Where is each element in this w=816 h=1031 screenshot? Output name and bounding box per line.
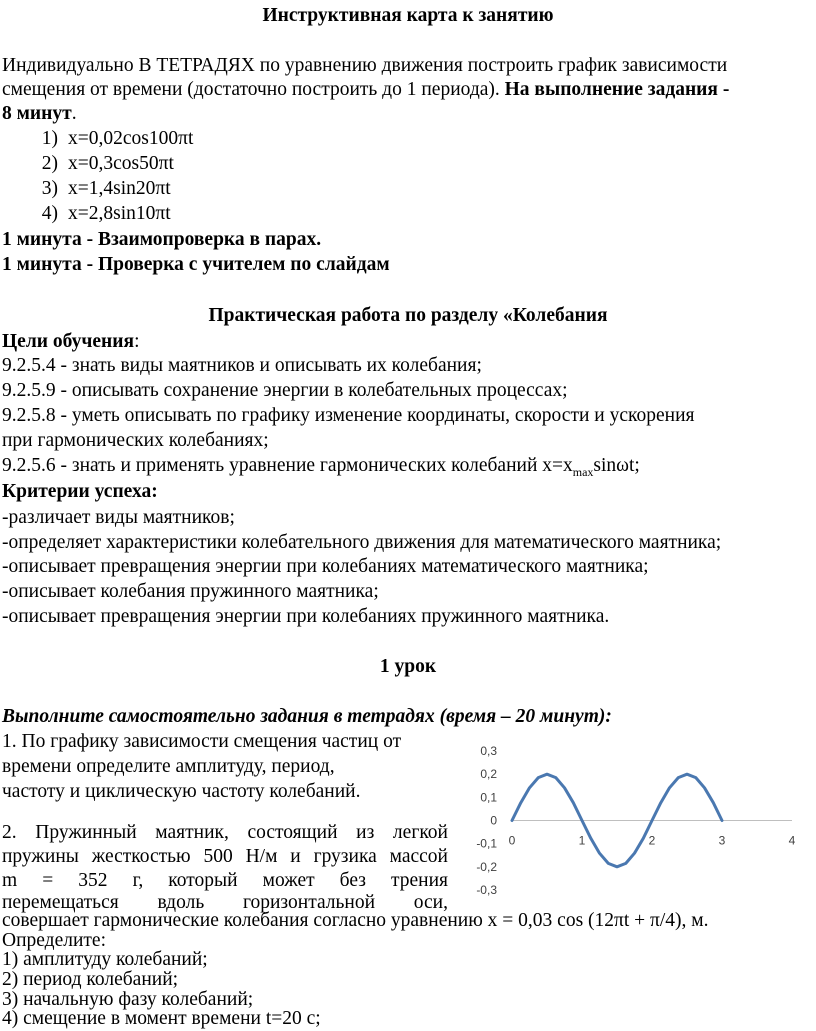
equation-text: x=2,8sin10πt [68,203,171,224]
goal-item: при гармонических колебаниях; [2,430,269,451]
chart-y-tick-label: -0,3 [476,883,497,897]
equation-item [28,127,193,151]
determine-item: 3) начальную фазу колебаний; [2,989,254,1010]
question-2-line: пружины жесткостью 500 Н/м и грузика массой [2,846,448,867]
criteria-item: -определяет характеристики колебательного движения для математического маятника; [2,532,722,553]
chart-x-tick-label: 3 [718,833,726,848]
practical-title: Практическая работа по разделу «Колебания [208,305,608,326]
question-2-line: m = 352 г, который может без трения [2,870,448,891]
task-time-bold: 8 минут [2,103,72,124]
chart-y-tick-label: 0,2 [480,767,497,782]
equation-text: x=0,3cos50πt [68,153,174,174]
teacher-check: 1 минута - Проверка с учителем по слайдам [2,254,390,275]
task-intro-plain: смещения от времени (достаточно построить до 1 периода). [2,79,500,100]
chart-y-tick-label: 0,1 [480,790,497,805]
determine-label: Определите: [2,930,107,951]
goal-equation-subscript: max [572,464,594,479]
chart-x-tick-label: 4 [788,833,796,848]
equation-item [28,152,174,176]
chart-y-tick-label: 0 [490,813,497,828]
equation-text: x=0,02cos100πt [68,128,194,149]
equation-number: 3) [41,178,58,199]
goal-item-equation [2,454,640,478]
determine-item: 4) смещение в момент времени t=20 с; [2,1008,321,1029]
chart-x-tick-labels [509,834,796,848]
peer-check: 1 минута - Взаимопроверка в парах. [2,229,322,250]
goal-equation-suffix: sinωt; [593,455,640,476]
goal-item: 9.2.5.9 - описывать сохранение энергии в колебательных процессах; [2,380,568,401]
displacement-chart [462,730,812,908]
determine-item: 2) период колебаний; [2,969,179,990]
equation-text: x=1,4sin20πt [68,178,171,199]
lesson-instruction: Выполните самостоятельно задания в тетрадях (время – 20 минут): [2,706,612,727]
equation-item [28,177,171,201]
criteria-heading: Критерии успеха: [2,481,158,502]
chart-x-tick-label: 0 [508,833,516,848]
task-time [2,102,77,126]
goals-colon: : [134,331,140,352]
question-2-line: перемещаться вдоль горизонтальной оси, [2,892,448,913]
lesson-title: 1 урок [379,656,437,677]
chart-y-tick-labels [476,744,497,897]
page-title: Инструктивная карта к занятию [262,5,554,26]
question-2-line: 2. Пружинный маятник, состоящий из легкой [2,822,448,843]
equation-number: 1) [41,128,58,149]
question-2-equation-line: совершает гармонические колебания согласно уравнению x = 0,03 cos (12πt + π/4), м. [2,910,709,931]
equation-number: 4) [41,203,58,224]
criteria-item: -различает виды маятников; [2,507,235,528]
criteria-item: -описывает превращения энергии при колебаниях математического маятника; [2,556,649,577]
equation-number: 2) [41,153,58,174]
chart-y-tick-label: -0,2 [476,859,497,874]
goal-equation-prefix: 9.2.5.6 - знать и применять уравнение гармонических колебаний x=x [2,455,573,476]
goal-item: 9.2.5.4 - знать виды маятников и описывать их колебания; [2,355,482,376]
chart-x-tick-label: 1 [578,833,586,848]
question-1-line: 1. По графику зависимости смещения частиц от [2,731,402,752]
goals-label: Цели обучения [2,331,135,352]
equation-item [28,202,171,226]
criteria-item: -описывает превращения энергии при колебаниях пружинного маятника. [2,606,610,627]
determine-item: 1) амплитуду колебаний; [2,949,208,970]
chart-y-tick-label: -0,1 [476,836,497,851]
chart-y-tick-label: 0,3 [480,744,497,758]
criteria-item: -описывает колебания пружинного маятника; [2,581,379,602]
question-1-line: времени определите амплитуду, период, [2,756,335,777]
goals-heading [2,330,139,354]
task-intro-line-1: Индивидуально В ТЕТРАДЯХ по уравнению движения построить график зависимости [2,55,728,76]
question-1-line: частоту и циклическую частоту колебаний. [2,781,361,802]
chart-x-tick-label: 2 [648,833,656,848]
task-time-tail: . [71,103,77,124]
goal-item: 9.2.5.8 - уметь описывать по графику изменение координаты, скорости и ускорения [2,405,695,426]
task-intro-line-2 [2,78,729,102]
task-intro-bold: На выполнение задания - [504,79,730,100]
